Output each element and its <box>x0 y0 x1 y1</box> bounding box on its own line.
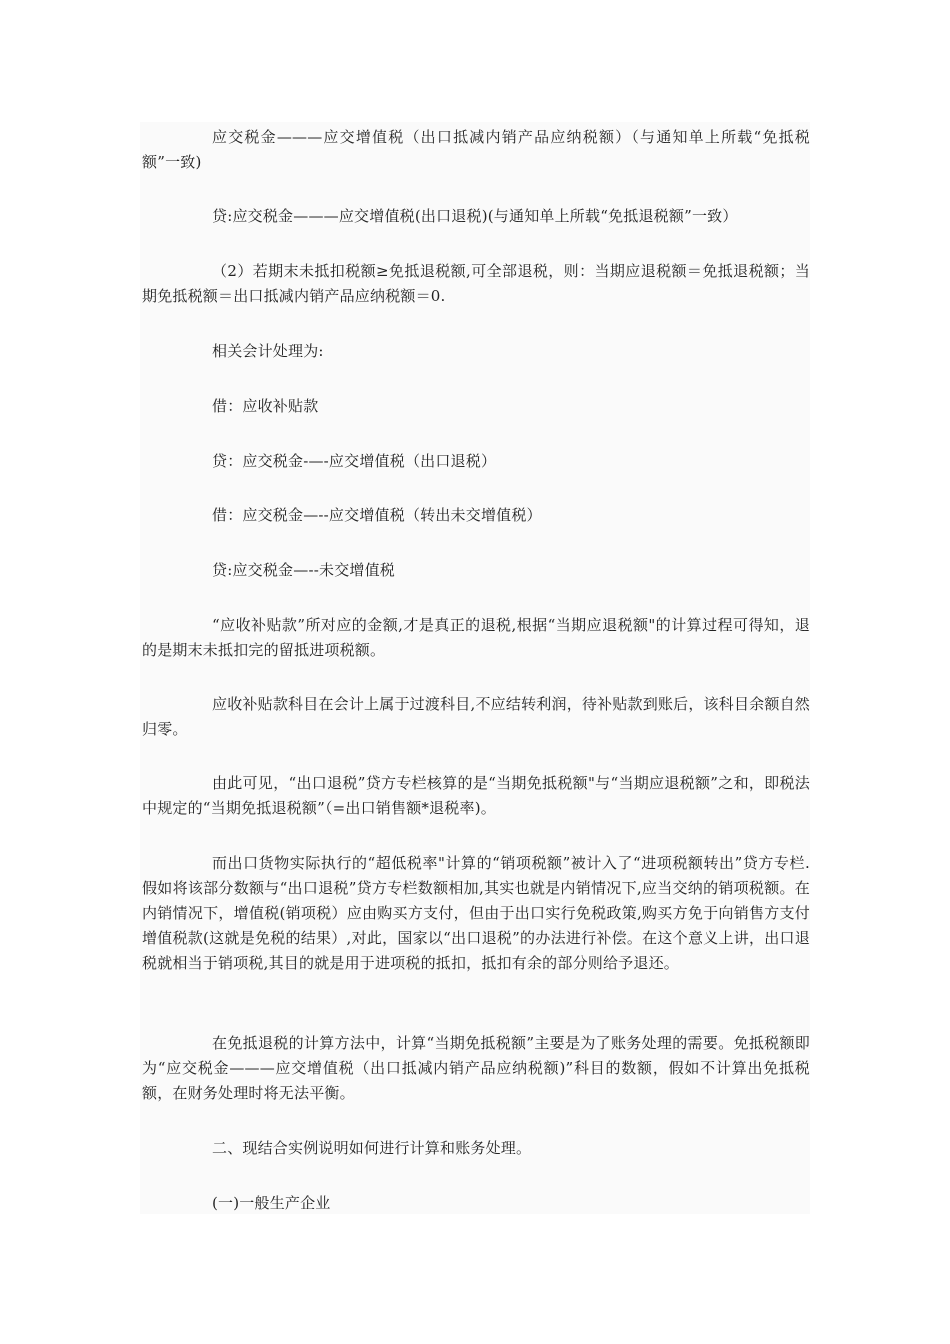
paragraph-14: 二、现结合实例说明如何进行计算和账务处理。 <box>212 1139 532 1157</box>
paragraph-15: (一)一般生产企业 <box>212 1194 331 1212</box>
paragraph-12: 而出口货物实际执行的“超低税率"计算的“销项税额”被计入了“进项税额转出”贷方专栏.假如将该部分数额与“出口退税”贷方专栏数额相加,其实也就是内销情况下,应当交纳的销项税额。在内销情况下，增值税(销项税）应由购买方支付，但由于出口实行免税政策,购买方免于向销售方支付增值税款(这就是免税的结果）,对此，国家以“出口退税”的办法进行补偿。在这个意义上讲，出口退税就相当于销项税,其目的就是用于进项税的抵扣，抵扣有余的部分则给予退还。 <box>142 854 810 972</box>
paragraph-3: （2）若期末未抵扣税额≥免抵退税额,可全部退税，则：当期应退税额＝免抵退税额；当期免抵税额＝出口抵减内销产品应纳税额＝0. <box>142 262 810 305</box>
paragraph-2: 贷:应交税金———应交增值税(出口退税)(与通知单上所载“免抵退税额”一致） <box>212 207 738 225</box>
paragraph-4: 相关会计处理为: <box>212 342 324 360</box>
paragraph-13: 在免抵退税的计算方法中，计算“当期免抵税额”主要是为了账务处理的需要。免抵税额即为“应交税金———应交增值税（出口抵减内销产品应纳税额)”科目的数额，假如不计算出免抵税额，在财务处理时将无法平衡。 <box>142 1034 810 1102</box>
paragraph-1: 应交税金———应交增值税（出口抵减内销产品应纳税额）（与通知单上所载“免抵税额”一致) <box>142 128 810 171</box>
paragraph-9: “应收补贴款”所对应的金额,才是真正的退税,根据“当期应退税额"的计算过程可得知，退的是期末未抵扣完的留抵进项税额。 <box>142 616 810 659</box>
paragraph-6: 贷：应交税金-—-应交增值税（出口退税） <box>212 452 497 470</box>
paragraph-5: 借：应收补贴款 <box>212 397 319 415</box>
paragraph-10: 应收补贴款科目在会计上属于过渡科目,不应结转利润，待补贴款到账后，该科目余额自然归零。 <box>142 695 810 738</box>
paragraph-7: 借：应交税金—--应交增值税（转出未交增值税） <box>212 506 542 524</box>
paragraph-11: 由此可见，“出口退税”贷方专栏核算的是“当期免抵税额"与“当期应退税额”之和，即税法中规定的“当期免抵退税额”（=出口销售额*退税率)。 <box>142 774 810 817</box>
paragraph-8: 贷:应交税金—--未交增值税 <box>212 561 395 579</box>
